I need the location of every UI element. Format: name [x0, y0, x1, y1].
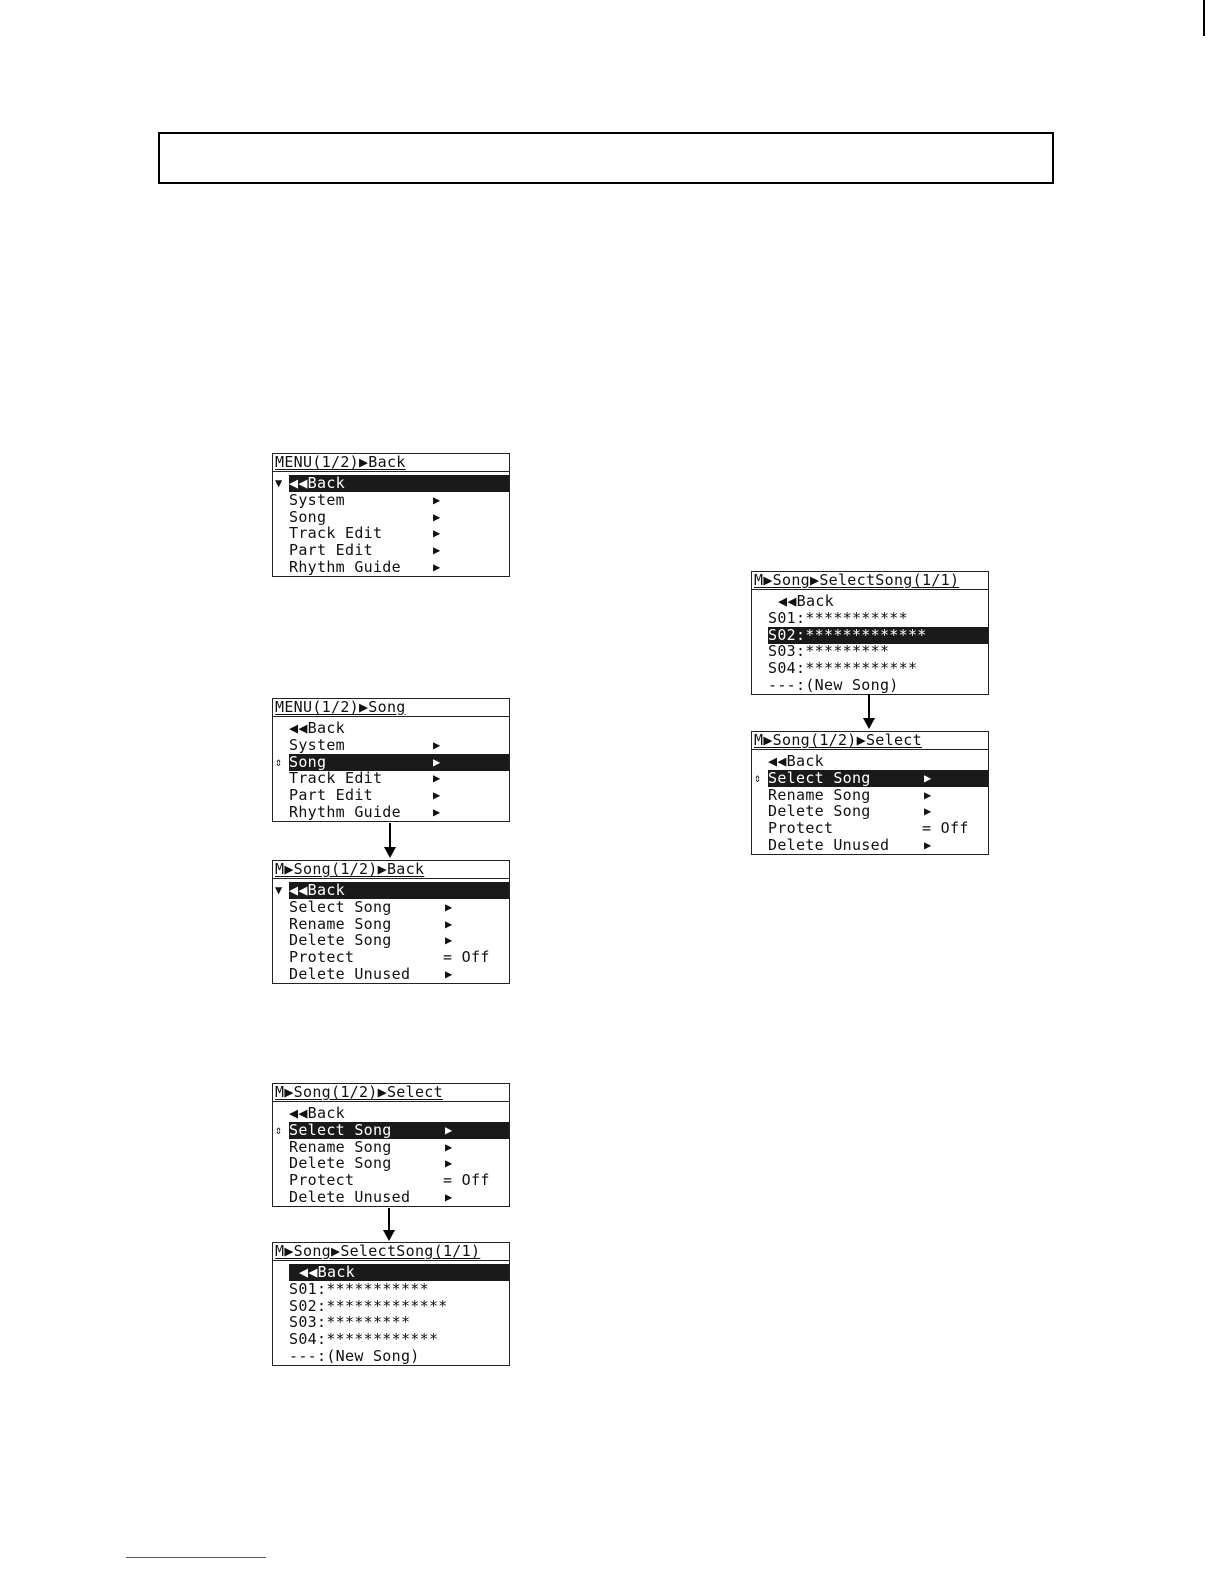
menu-item-track-edit[interactable]: Track Edit ▶ — [289, 524, 441, 542]
menu-item-protect[interactable]: Protect = Off — [768, 819, 969, 837]
menu-item-delete-song[interactable]: Delete Song ▶ — [768, 802, 932, 820]
menu-item-protect[interactable]: Protect = Off — [289, 948, 490, 966]
up-down-arrow-icon: ⇕ — [754, 771, 762, 785]
lcd-title: MENU(1/2)▶Back — [275, 454, 406, 470]
down-arrow-icon: ▼ — [275, 883, 283, 897]
song-list-item[interactable]: S04:************ — [289, 1330, 439, 1348]
menu-item-select-song[interactable]: ⇕ Select Song ▶ — [752, 770, 988, 787]
song-list-new-song[interactable]: ---:(New Song) — [768, 676, 899, 694]
right-arrow-icon: ▶ — [433, 493, 441, 507]
protect-value: = Off — [922, 819, 969, 837]
right-arrow-icon: ▶ — [445, 967, 453, 981]
lcd-title-divider — [273, 716, 509, 717]
lcd-title: M▶Song▶SelectSong(1/1) — [754, 572, 960, 588]
right-arrow-icon: ▶ — [433, 738, 441, 752]
lcd-screen-menu-back — [272, 453, 510, 577]
menu-item-delete-unused[interactable]: Delete Unused ▶ — [289, 1188, 453, 1206]
right-arrow-icon: ▶ — [433, 560, 441, 574]
menu-item-delete-unused[interactable]: Delete Unused ▶ — [768, 836, 932, 854]
right-arrow-icon: ▶ — [433, 510, 441, 524]
menu-item-protect[interactable]: Protect = Off — [289, 1171, 490, 1189]
menu-item-rename-song[interactable]: Rename Song ▶ — [289, 1138, 453, 1156]
flow-arrow — [389, 823, 391, 856]
lcd-title-divider — [273, 878, 509, 879]
right-arrow-icon: ▶ — [433, 805, 441, 819]
song-list-item[interactable]: S03:********* — [289, 1313, 411, 1331]
right-arrow-icon: ▶ — [445, 1156, 453, 1170]
lcd-screen-menu-song — [272, 698, 510, 822]
lcd-screen-song-select — [272, 1083, 510, 1207]
right-arrow-icon: ▶ — [445, 1140, 453, 1154]
lcd-title: M▶Song▶SelectSong(1/1) — [275, 1243, 481, 1259]
menu-item-track-edit[interactable]: Track Edit ▶ — [289, 769, 441, 787]
page-edge-line — [1203, 0, 1205, 36]
right-arrow-icon: ▶ — [433, 755, 441, 769]
menu-item-part-edit[interactable]: Part Edit ▶ — [289, 541, 441, 559]
menu-item-back[interactable]: ▼ ◀◀Back — [273, 882, 509, 899]
song-list-item[interactable]: S01:*********** — [289, 1280, 429, 1298]
lcd-title-divider — [752, 749, 988, 750]
menu-item-back[interactable]: ◀◀Back — [289, 1104, 345, 1122]
lcd-title-divider — [273, 1260, 509, 1261]
right-arrow-icon: ▶ — [924, 771, 932, 785]
menu-item-back[interactable]: ◀◀Back — [768, 752, 824, 770]
footer-link-underline[interactable] — [126, 1557, 266, 1558]
right-arrow-icon: ▶ — [433, 543, 441, 557]
menu-item-select-song[interactable]: ⇕ Select Song ▶ — [273, 1122, 509, 1139]
menu-item-rename-song[interactable]: Rename Song ▶ — [289, 915, 453, 933]
right-arrow-icon: ▶ — [445, 1123, 453, 1137]
menu-item-back[interactable]: ◀◀Back — [289, 719, 345, 737]
menu-item-rhythm-guide[interactable]: Rhythm Guide ▶ — [289, 803, 441, 821]
menu-item-song[interactable]: Song ▶ — [289, 508, 441, 526]
right-arrow-icon: ▶ — [445, 1190, 453, 1204]
up-down-arrow-icon: ⇕ — [275, 1123, 283, 1137]
lcd-title: M▶Song(1/2)▶Select — [275, 1084, 443, 1100]
song-list-back[interactable]: ◀◀Back — [778, 592, 834, 610]
lcd-screen-song-back — [272, 860, 510, 984]
menu-item-song[interactable]: ⇕ Song ▶ — [273, 754, 509, 771]
lcd-title-divider — [273, 1101, 509, 1102]
menu-item-part-edit[interactable]: Part Edit ▶ — [289, 786, 441, 804]
menu-item-select-song[interactable]: Select Song ▶ — [289, 898, 453, 916]
lcd-screen-selectsong-right — [751, 571, 989, 695]
lcd-title: MENU(1/2)▶Song — [275, 699, 406, 715]
menu-item-back[interactable]: ▼ ◀◀Back — [273, 475, 509, 492]
protect-value: = Off — [443, 948, 490, 966]
right-arrow-icon: ▶ — [433, 526, 441, 540]
right-arrow-icon: ▶ — [433, 788, 441, 802]
song-list-item[interactable]: S01:*********** — [768, 609, 908, 627]
right-arrow-icon: ▶ — [924, 838, 932, 852]
menu-item-rename-song[interactable]: Rename Song ▶ — [768, 786, 932, 804]
menu-item-delete-song[interactable]: Delete Song ▶ — [289, 1154, 453, 1172]
right-arrow-icon: ▶ — [445, 900, 453, 914]
lcd-title: M▶Song(1/2)▶Back — [275, 861, 425, 877]
song-list-item[interactable]: S02:************* — [289, 1297, 448, 1315]
menu-item-rhythm-guide[interactable]: Rhythm Guide ▶ — [289, 558, 441, 576]
flow-arrow — [868, 694, 870, 727]
lcd-title-divider — [273, 471, 509, 472]
lcd-screen-selectsong-left — [272, 1242, 510, 1366]
menu-item-system[interactable]: System ▶ — [289, 736, 441, 754]
right-arrow-icon: ▶ — [433, 771, 441, 785]
menu-item-delete-song[interactable]: Delete Song ▶ — [289, 931, 453, 949]
up-down-arrow-icon: ⇕ — [275, 755, 283, 769]
right-arrow-icon: ▶ — [445, 917, 453, 931]
protect-value: = Off — [443, 1171, 490, 1189]
song-list-item[interactable]: S04:************ — [768, 659, 918, 677]
menu-item-delete-unused[interactable]: Delete Unused ▶ — [289, 965, 453, 983]
song-list-back[interactable]: ◀◀Back — [273, 1264, 509, 1281]
right-arrow-icon: ▶ — [924, 804, 932, 818]
flow-arrow — [388, 1208, 390, 1239]
lcd-screen-song-select-right — [751, 731, 989, 855]
lcd-title: M▶Song(1/2)▶Select — [754, 732, 922, 748]
menu-item-system[interactable]: System ▶ — [289, 491, 441, 509]
right-arrow-icon: ▶ — [924, 788, 932, 802]
section-header-box — [158, 132, 1054, 184]
song-list-item[interactable]: S03:********* — [768, 642, 890, 660]
song-list-new-song[interactable]: ---:(New Song) — [289, 1347, 420, 1365]
right-arrow-icon: ▶ — [445, 933, 453, 947]
lcd-title-divider — [752, 589, 988, 590]
song-list-item-selected[interactable]: S02:************* — [752, 627, 988, 644]
down-arrow-icon: ▼ — [275, 476, 283, 490]
